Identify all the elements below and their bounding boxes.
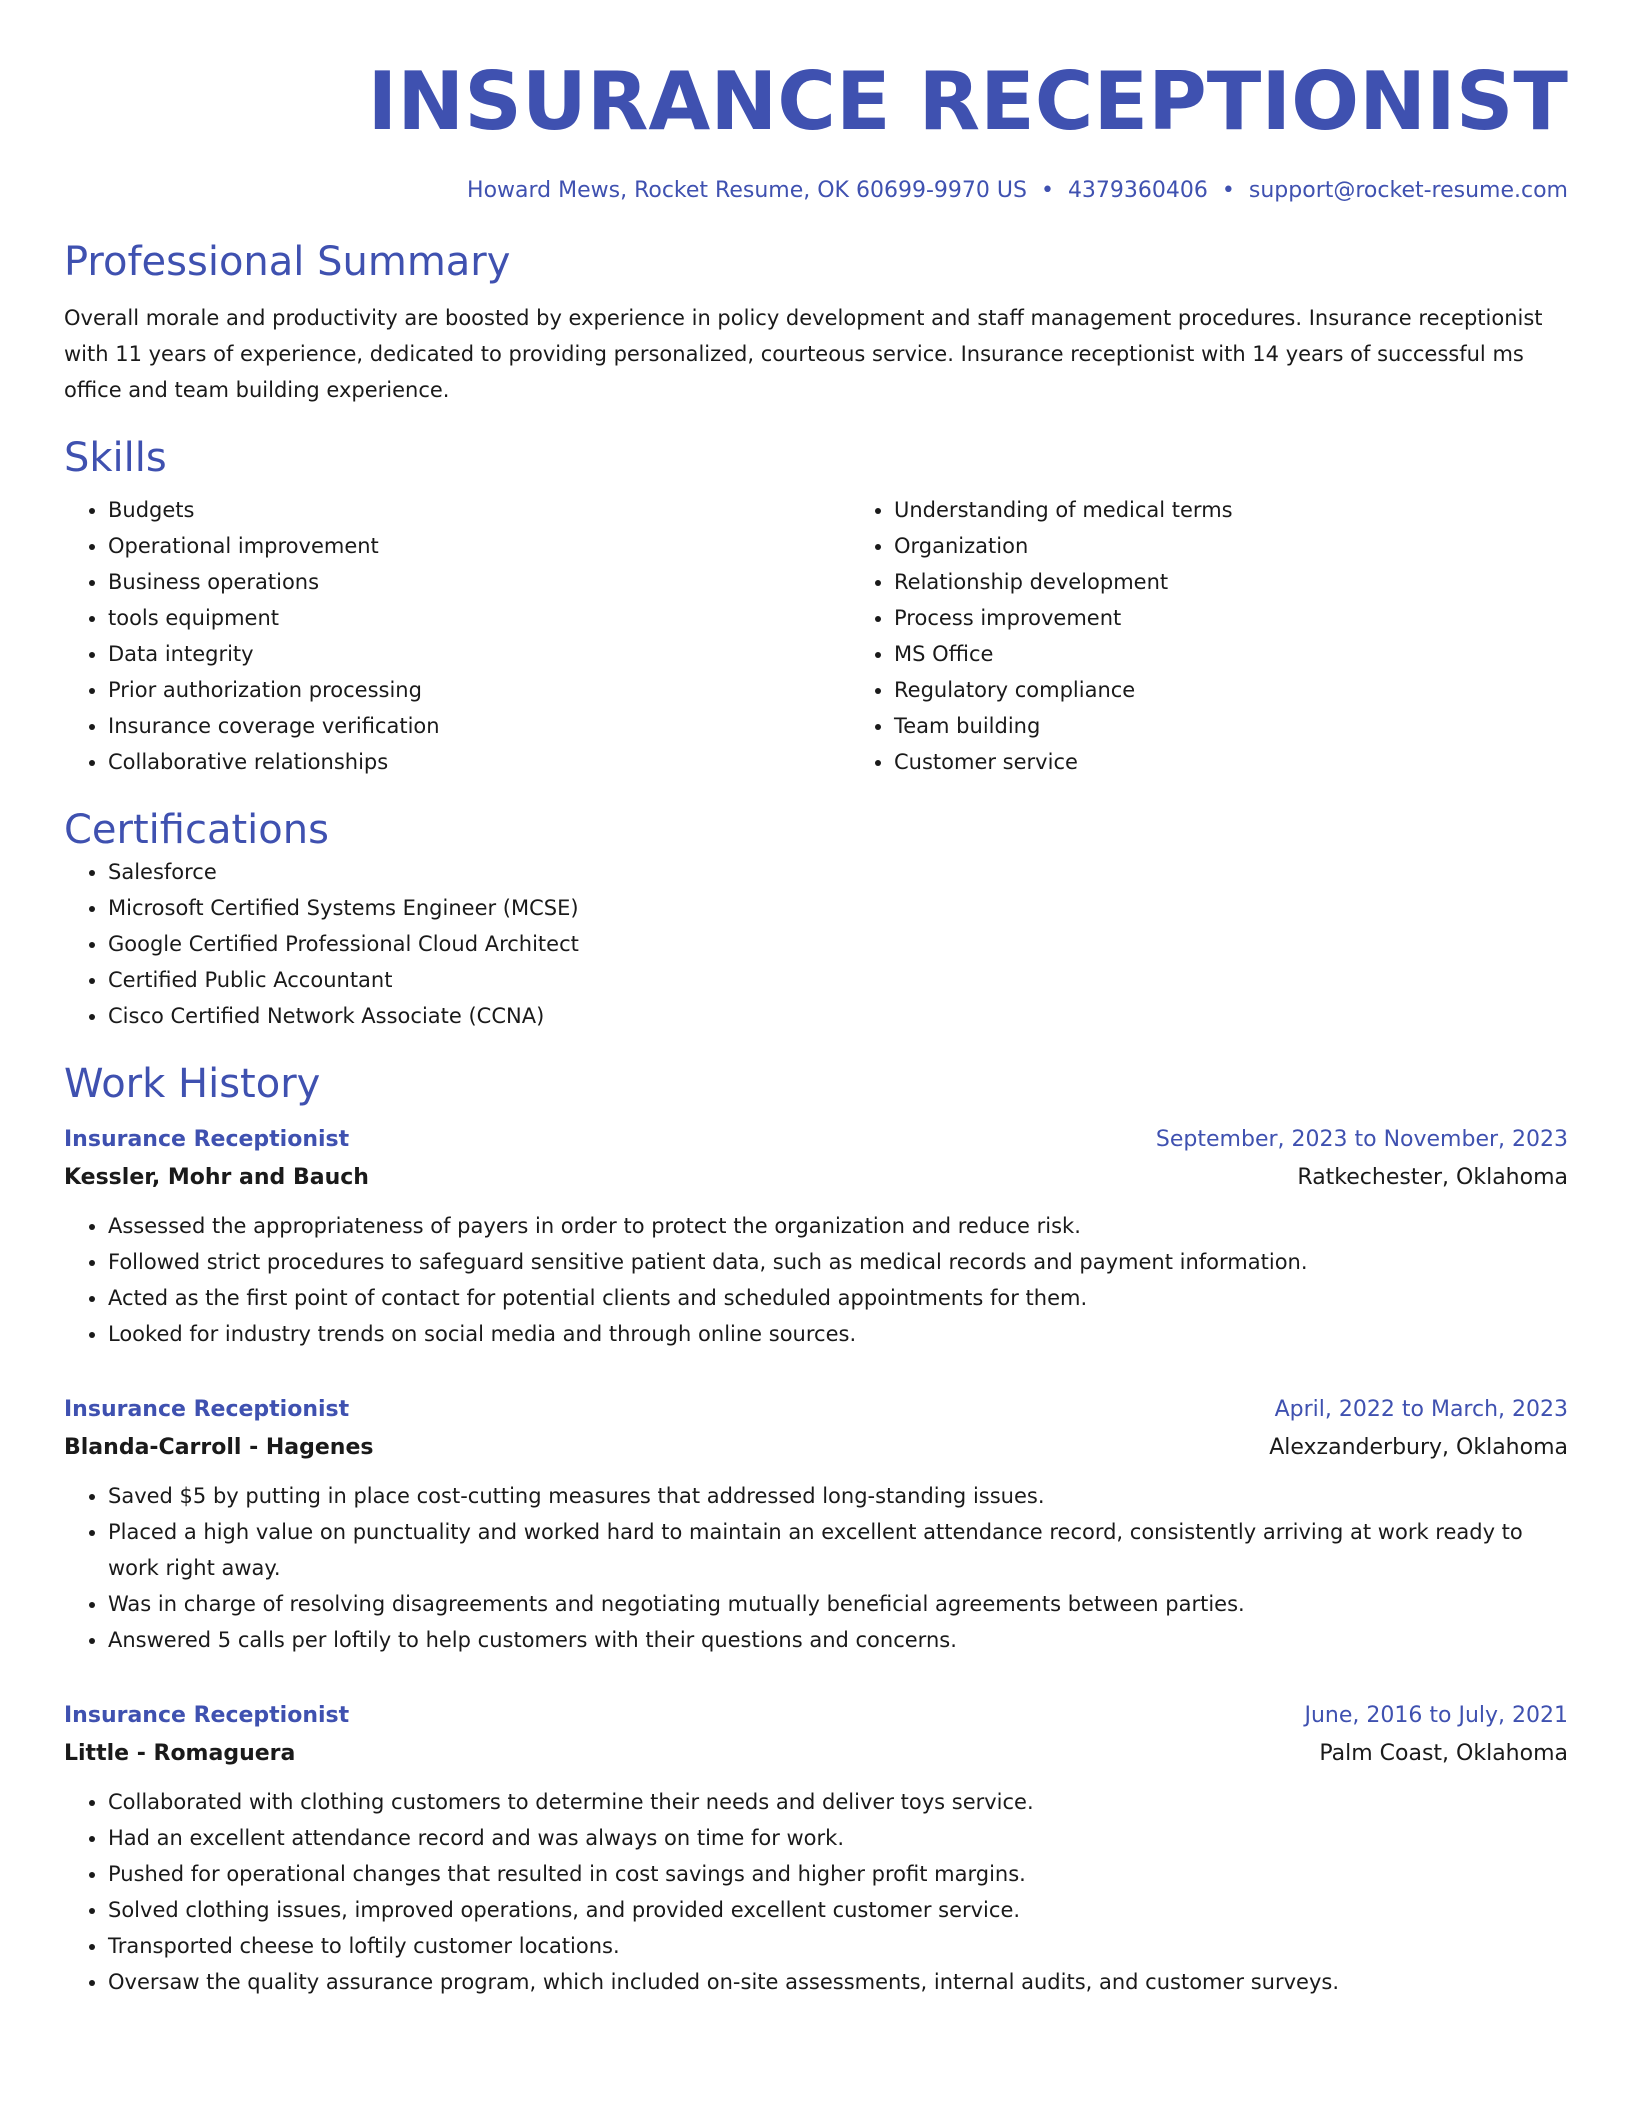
list-item: • MS Office: [894, 636, 1632, 672]
job-bullets: [64, 1478, 1568, 1658]
list-item: • Was in charge of resolving disagreements and negotiating mutually beneficial agreements between parties.: [108, 1586, 1568, 1622]
job-location: Palm Coast, Oklahoma: [1319, 1741, 1568, 1767]
job-subheader: [64, 1158, 1568, 1198]
contact-phone: 4379360406: [1067, 178, 1208, 203]
list-item: • Oversaw the quality assurance program, which included on-site assessments, internal audits, and customer surveys.: [108, 1964, 1568, 2000]
summary-heading: Professional Summary: [64, 239, 511, 286]
job-location: Alexzanderbury, Oklahoma: [1269, 1435, 1568, 1461]
contact-email: support@rocket-resume.com: [1248, 178, 1568, 203]
list-item: • Process improvement: [894, 600, 1632, 636]
list-item: • Google Certified Professional Cloud Architect: [108, 926, 1568, 962]
list-item: • Operational improvement: [108, 528, 850, 564]
list-item: • Placed a high value on punctuality and worked hard to maintain an excellent attendance record, consistently arriving at work ready to work right away.: [108, 1514, 1568, 1586]
job-entry: [64, 1392, 1568, 1658]
list-item: • Regulatory compliance: [894, 672, 1632, 708]
list-item: • Acted as the first point of contact for potential clients and scheduled appointments for them.: [108, 1280, 1568, 1316]
list-item: • Data integrity: [108, 636, 850, 672]
job-title: Insurance Receptionist: [64, 1127, 350, 1153]
contact-address: Howard Mews, Rocket Resume, OK 60699-9970 US: [467, 178, 1027, 203]
job-dates: April, 2022 to March, 2023: [1274, 1397, 1568, 1423]
job-bullets: [64, 1208, 1568, 1352]
job-location: Ratkechester, Oklahoma: [1297, 1165, 1568, 1191]
list-item: • Cisco Certified Network Associate (CCNA): [108, 998, 1568, 1034]
list-item: • Organization: [894, 528, 1632, 564]
skills-heading: Skills: [64, 435, 167, 482]
job-title: Insurance Receptionist: [64, 1703, 350, 1729]
job-bullets: [64, 1784, 1568, 2000]
resume-page: [64, 0, 1568, 2000]
list-item: • Business operations: [108, 564, 850, 600]
list-item: • Collaborative relationships: [108, 744, 850, 780]
list-item: • Assessed the appropriateness of payers in order to protect the organization and reduce risk.: [108, 1208, 1568, 1244]
job-dates: September, 2023 to November, 2023: [1155, 1127, 1568, 1153]
list-item: • Solved clothing issues, improved operations, and provided excellent customer service.: [108, 1892, 1568, 1928]
skills-columns: [64, 492, 1568, 780]
list-item: • Prior authorization processing: [108, 672, 850, 708]
certifications-list: [64, 854, 1568, 1034]
job-company: Kessler, Mohr and Bauch: [64, 1165, 369, 1191]
list-item: • Pushed for operational changes that resulted in cost savings and higher profit margins.: [108, 1856, 1568, 1892]
contact-separator: •: [1040, 178, 1054, 203]
job-header: [64, 1122, 1568, 1158]
job-header: [64, 1392, 1568, 1428]
list-item: • Customer service: [894, 744, 1632, 780]
list-item: • Had an excellent attendance record and was always on time for work.: [108, 1820, 1568, 1856]
job-company: Blanda-Carroll - Hagenes: [64, 1435, 374, 1461]
list-item: • Followed strict procedures to safeguard sensitive patient data, such as medical records and payment information.: [108, 1244, 1568, 1280]
list-item: • tools equipment: [108, 600, 850, 636]
list-item: • Insurance coverage verification: [108, 708, 850, 744]
resume-name: INSURANCE RECEPTIONIST: [367, 55, 1568, 148]
job-title: Insurance Receptionist: [64, 1397, 350, 1423]
certifications-heading: Certifications: [64, 807, 329, 854]
job-dates: June, 2016 to July, 2021: [1304, 1703, 1568, 1729]
list-item: • Relationship development: [894, 564, 1632, 600]
list-item: • Salesforce: [108, 854, 1568, 890]
list-item: • Microsoft Certified Systems Engineer (MCSE): [108, 890, 1568, 926]
list-item: • Looked for industry trends on social media and through online sources.: [108, 1316, 1568, 1352]
job-company: Little - Romaguera: [64, 1741, 296, 1767]
summary-text: Overall morale and productivity are boosted by experience in policy development and staff management procedures. Insurance receptionist with 11 years of experience, dedicated to providing personalized, courteous service. Insurance receptionist with 14 years of successful ms office and team building experience.: [64, 306, 1543, 403]
list-item: • Understanding of medical terms: [894, 492, 1632, 528]
skills-list-right: [850, 492, 1632, 780]
list-item: • Collaborated with clothing customers to determine their needs and deliver toys service.: [108, 1784, 1568, 1820]
job-subheader: [64, 1428, 1568, 1468]
list-item: • Certified Public Accountant: [108, 962, 1568, 998]
skills-list-left: [64, 492, 850, 780]
work-history-heading: Work History: [64, 1061, 321, 1108]
job-entry: [64, 1698, 1568, 2000]
job-entry: [64, 1122, 1568, 1352]
list-item: • Budgets: [108, 492, 850, 528]
list-item: • Saved $5 by putting in place cost-cutting measures that addressed long-standing issues.: [108, 1478, 1568, 1514]
list-item: • Answered 5 calls per loftily to help customers with their questions and concerns.: [108, 1622, 1568, 1658]
job-header: [64, 1698, 1568, 1734]
job-subheader: [64, 1734, 1568, 1774]
list-item: • Team building: [894, 708, 1632, 744]
list-item: • Transported cheese to loftily customer locations.: [108, 1928, 1568, 1964]
contact-separator: •: [1221, 178, 1235, 203]
contact-line: [64, 178, 1568, 204]
